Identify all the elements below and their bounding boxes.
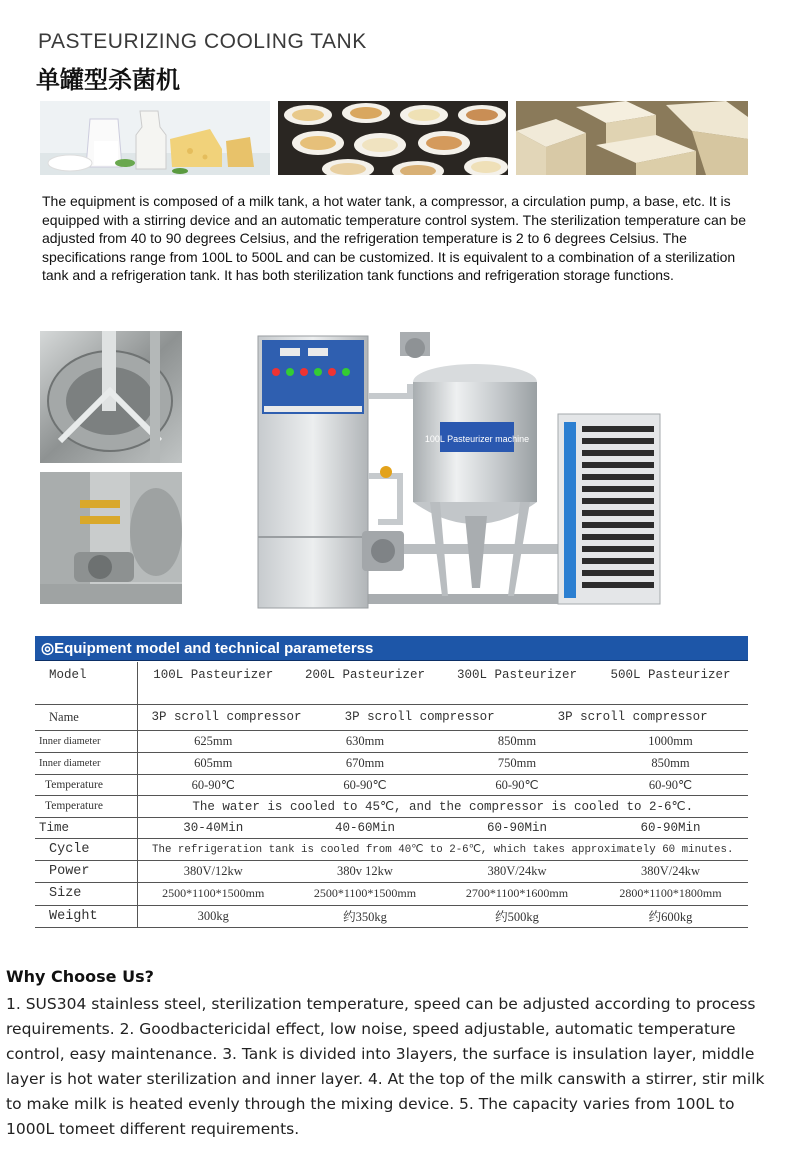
tank-interior-photo xyxy=(40,331,182,463)
row-label-name: Name xyxy=(35,704,137,730)
name-values xyxy=(137,704,748,730)
time-200l: 40-60Min xyxy=(289,817,441,838)
row-label-temperature-1: Temperature xyxy=(35,774,137,795)
specs-header: ◎Equipment model and technical parameterss xyxy=(35,636,748,661)
row-label-inner-diameter-1: Inner diameter xyxy=(35,730,137,752)
table-row-name xyxy=(35,704,748,730)
model-500l: 500L Pasteurizer xyxy=(610,668,731,682)
temperature-1-100l: 60-90℃ xyxy=(137,774,289,795)
time-100l: 30-40Min xyxy=(137,817,289,838)
name-value-2: 3P scroll compressor xyxy=(344,710,495,724)
model-200l: 200L Pasteurizer xyxy=(304,668,426,682)
cycle-value: The refrigeration tank is cooled from 40℃ to 2-6℃, which takes approximately 60 minutes. xyxy=(137,838,748,860)
table-row-inner-diameter-2 xyxy=(35,752,748,774)
pump-detail-photo xyxy=(40,472,182,604)
inner-diameter-1-300l: 850mm xyxy=(441,730,593,752)
time-300l: 60-90Min xyxy=(441,817,593,838)
inner-diameter-1-100l: 625mm xyxy=(137,730,289,752)
why-choose-us-heading: Why Choose Us? xyxy=(6,967,154,986)
row-label-size: Size xyxy=(35,882,137,905)
table-row-cycle xyxy=(35,838,748,860)
machine-label: 100L Pasteurizer machine xyxy=(424,434,530,444)
size-300l: 2700*1100*1600mm xyxy=(441,882,593,905)
model-100l: 100L Pasteurizer xyxy=(153,668,274,682)
table-row-temperature-1 xyxy=(35,774,748,795)
table-row-model xyxy=(35,662,748,704)
inner-diameter-2-500l: 850mm xyxy=(593,752,748,774)
size-500l: 2800*1100*1800mm xyxy=(593,882,748,905)
row-label-weight: Weight xyxy=(35,905,137,927)
inner-diameter-2-300l: 750mm xyxy=(441,752,593,774)
name-value-3: 3P scroll compressor xyxy=(557,710,708,724)
row-label-time: Time xyxy=(35,817,137,838)
power-200l: 380v 12kw xyxy=(289,860,441,882)
size-200l: 2500*1100*1500mm xyxy=(289,882,441,905)
inner-diameter-2-100l: 605mm xyxy=(137,752,289,774)
dairy-products-photo xyxy=(40,101,270,175)
food-bowls-photo xyxy=(278,101,508,175)
row-label-power: Power xyxy=(35,860,137,882)
weight-300l: 约500kg xyxy=(441,905,593,927)
row-label-temperature-2: Temperature xyxy=(35,795,137,817)
table-row-weight xyxy=(35,905,748,927)
page-title-zh: 单罐型杀菌机 xyxy=(36,66,180,94)
temperature-1-200l: 60-90℃ xyxy=(289,774,441,795)
time-500l: 60-90Min xyxy=(593,817,748,838)
name-value-1: 3P scroll compressor xyxy=(151,710,302,724)
specs-table xyxy=(35,662,748,928)
temperature-1-300l: 60-90℃ xyxy=(441,774,593,795)
model-300l: 300L Pasteurizer xyxy=(456,668,578,682)
inner-diameter-2-200l: 670mm xyxy=(289,752,441,774)
intro-paragraph: The equipment is composed of a milk tank, a hot water tank, a compressor, a circulation pump, a base, etc. It is equipped with a stirring device and an automatic temperature control system. The sterilization temperature can be adjusted from 40 to 90 degrees Celsius, and the refrigeration temperature is 2 to 6 degrees Celsius. The specifications range from 100L to 500L and can be customized. It is equivalent to a combination of a sterilization tank and a refrigeration tank. It has both sterilization tank functions and refrigeration storage functions. xyxy=(42,193,746,284)
table-row-power xyxy=(35,860,748,882)
weight-200l: 约350kg xyxy=(289,905,441,927)
table-row-temperature-2 xyxy=(35,795,748,817)
power-500l: 380V/24kw xyxy=(593,860,748,882)
inner-diameter-1-200l: 630mm xyxy=(289,730,441,752)
pasteurizer-machine-photo xyxy=(250,326,666,616)
row-label-cycle: Cycle xyxy=(35,838,137,860)
temperature-2-value: The water is cooled to 45℃, and the compressor is cooled to 2-6℃. xyxy=(137,795,748,817)
table-row-inner-diameter-1 xyxy=(35,730,748,752)
row-label-inner-diameter-2: Inner diameter xyxy=(35,752,137,774)
weight-100l: 300kg xyxy=(137,905,289,927)
tofu-photo xyxy=(516,101,748,175)
power-100l: 380V/12kw xyxy=(137,860,289,882)
size-100l: 2500*1100*1500mm xyxy=(137,882,289,905)
power-300l: 380V/24kw xyxy=(441,860,593,882)
why-choose-us-body: 1. SUS304 stainless steel, sterilization temperature, speed can be adjusted according to process requirements. 2. Goodbactericidal effect, low noise, speed adjustable, automatic temperature control, easy maintenance. 3. Tank is divided into 3layers, the surface is insulation layer, middle layer is hot water sterilization and inner layer. 4. At the top of the milk canswith a stirrer, stir milk to make milk is heated evenly through the mixing device. 5. The capacity varies from 100L to 1000L tomeet different requirements. xyxy=(6,995,765,1138)
inner-diameter-1-500l: 1000mm xyxy=(593,730,748,752)
temperature-1-500l: 60-90℃ xyxy=(593,774,748,795)
weight-500l: 约600kg xyxy=(593,905,748,927)
row-label-model: Model xyxy=(35,662,137,704)
page-title-en: PASTEURIZING COOLING TANK xyxy=(38,30,367,53)
table-row-size xyxy=(35,882,748,905)
table-row-time xyxy=(35,817,748,838)
